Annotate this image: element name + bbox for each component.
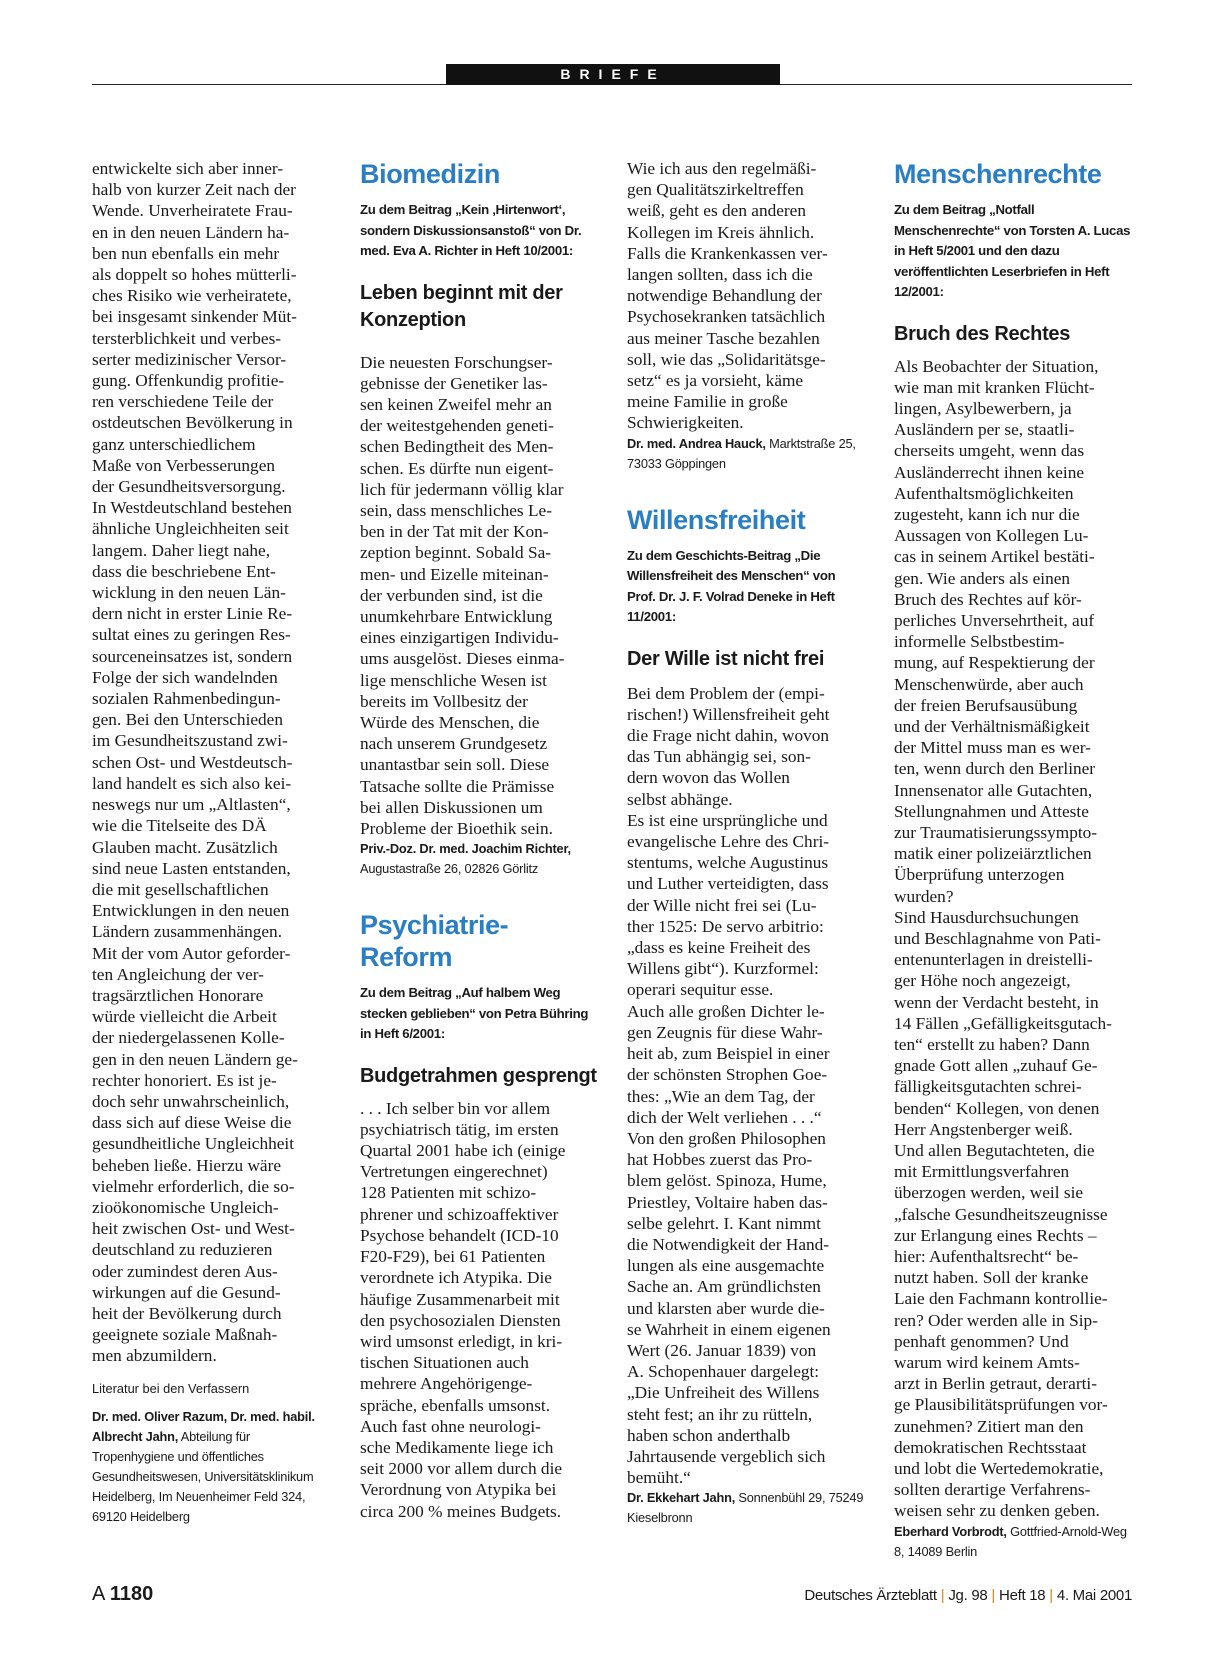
text-line: Verordnung von Atypika bei: [360, 1480, 557, 1500]
text-line: der Mittel muss man es wer-: [894, 738, 1091, 758]
column-1: [92, 158, 330, 1527]
text-line: oder zumindest deren Aus-: [92, 1261, 278, 1281]
col3-signature: [627, 1488, 865, 1528]
journal-issue: Heft 18: [999, 1587, 1046, 1604]
text-line: demokratischen Rechtsstaat: [894, 1437, 1087, 1457]
text-line: der niedergelassenen Kolle-: [92, 1028, 285, 1048]
text-line: Wert (26. Januar 1839) von: [627, 1340, 817, 1360]
text-line: wurden?: [894, 886, 954, 906]
text-line: perliches Unversehrtheit, auf: [894, 610, 1095, 630]
text-line: gung. Offenkundig profitie-: [92, 371, 285, 391]
text-line: setz“ es ja vorsieht, käme: [627, 371, 804, 391]
text-line: Jahrtausende vergeblich sich: [627, 1446, 826, 1466]
text-line: Psychose behandelt (ICD-10: [360, 1225, 559, 1245]
text-line: psychiatrisch tätig, im ersten: [360, 1119, 559, 1139]
text-line: sind neue Lasten entstanden,: [92, 858, 291, 878]
text-line: mehrere Angehörigenge-: [360, 1374, 533, 1394]
text-line: Auch fast ohne neurologi-: [360, 1416, 541, 1436]
text-line: häufige Zusammenarbeit mit: [360, 1289, 560, 1309]
text-line: 14 Fällen „Gefälligkeitsgutach-: [894, 1013, 1112, 1033]
text-line: Überprüfung unterzogen: [894, 865, 1065, 885]
text-line: ren verschiedene Teile der: [92, 392, 274, 412]
text-line: cas in seinem Artikel bestäti-: [894, 547, 1095, 567]
text-line: selbst abhänge.: [627, 789, 733, 809]
subhead-leben: Leben beginnt mit der Konzeption: [360, 281, 563, 331]
text-line: meine Familie in große: [627, 392, 788, 412]
text-line: land handelt es sich also kei-: [92, 773, 292, 793]
text-line: tersterblichkeit und verbes-: [92, 328, 282, 348]
text-line: Ländern zusammenhängen.: [92, 922, 283, 942]
text-line: sollten derartige Verfahrens-: [894, 1480, 1091, 1500]
section-header: BRIEFE: [446, 64, 780, 85]
text-line: Auch alle großen Dichter le-: [627, 1001, 825, 1021]
text-line: und Luther verteidigten, dass: [627, 874, 829, 894]
text-line: hier: Aufenthaltsrecht“ be-: [894, 1247, 1079, 1267]
text-line: gen Zeugnis für diese Wahr-: [627, 1022, 823, 1042]
text-line: lungen als eine ausgemachte: [627, 1256, 825, 1276]
col3-sign-address: Sonnenbühl 29, 75249 Kieselbronn: [627, 1490, 864, 1526]
text-line: Priestley, Voltaire haben das-: [627, 1192, 828, 1212]
subhead-budget: Budgetrahmen gesprengt: [360, 1064, 597, 1087]
text-line: Die neuesten Forschungser-: [360, 352, 553, 372]
text-line: informelle Selbstbestim-: [894, 632, 1065, 652]
text-line: sein, dass menschliches Le-: [360, 500, 552, 520]
col3-signature-0: [627, 434, 865, 474]
text-line: tischen Situationen auch: [360, 1353, 529, 1373]
text-line: matik einer polizeiärztlichen: [894, 844, 1092, 864]
text-line: bei allen Diskussionen um: [360, 797, 543, 817]
text-line: dass die beschriebene Ent-: [92, 561, 276, 581]
text-line: halb von kurzer Zeit nach der: [92, 180, 296, 200]
text-line: Ausländerrecht ihnen keine: [894, 462, 1085, 482]
text-line: „falsche Gesundheitszeugnisse: [894, 1204, 1108, 1224]
text-line: stentums, welche Augustinus: [627, 853, 829, 873]
text-line: Bruch des Rechtes auf kör-: [894, 589, 1082, 609]
literature-note: Literatur bei den Verfassern: [92, 1380, 250, 1396]
section-title-psychiatrie: Psychiatrie-Reform: [360, 910, 509, 973]
text-line: Wie ich aus den regelmäßi-: [627, 159, 817, 178]
text-line: Innensenator alle Gutachten,: [894, 780, 1093, 800]
text-line: als doppelt so hohes mütterli-: [92, 265, 297, 285]
text-line: thes: „Wie an dem Tag, der: [627, 1086, 815, 1106]
col1-sign-address: Abteilung für Tropenhygiene und öffentliches Gesundheitswesen, Universitätsklinikum Heidelberg, Im Neuenheimer Feld 324, 69120 Heidelberg: [92, 1428, 314, 1524]
text-line: heit zwischen Ost- und West-: [92, 1219, 295, 1239]
text-line: A. Schopenhauer dargelegt:: [627, 1362, 820, 1382]
col3-sign0-address: Marktstraße 25, 73033 Göppingen: [627, 435, 856, 471]
text-line: der Wille nicht frei sei (Lu-: [627, 895, 817, 915]
text-line: men- und Eizelle miteinan-: [360, 564, 549, 584]
text-line: Falls die Krankenkassen ver-: [627, 243, 828, 263]
text-line: geeignete soziale Maßnah-: [92, 1325, 278, 1345]
text-line: warum wird keinem Amts-: [894, 1353, 1080, 1373]
text-line: Glauben macht. Zusätzlich: [92, 837, 278, 857]
text-line: hat Hobbes zuerst das Pro-: [627, 1150, 813, 1170]
text-line: Laie den Fachmann kontrollie-: [894, 1289, 1108, 1309]
text-line: ten Angleichung der ver-: [92, 964, 264, 984]
journal-footer: Deutsches Ärzteblatt | Jg. 98 | Heft 18 | 4. Mai 2001: [804, 1587, 1132, 1604]
text-line: ge Plausibilitätsprüfungen vor-: [894, 1395, 1108, 1415]
text-line: ten, wenn durch den Berliner: [894, 759, 1096, 779]
text-line: wicklung in den neuen Län-: [92, 583, 286, 603]
text-line: langen sollten, dass ich die: [627, 265, 813, 285]
text-line: Quartal 2001 habe ich (einige: [360, 1141, 566, 1161]
subhead-bruch: Bruch des Rechtes: [894, 322, 1071, 345]
text-line: der Gesundheitsversorgung.: [92, 477, 286, 497]
text-line: Stellungnahmen und Atteste: [894, 801, 1089, 821]
text-line: Willens gibt“). Kurzformel:: [627, 959, 819, 979]
text-line: selbe gelehrt. I. Kant nimmt: [627, 1213, 821, 1233]
section-title-willensfreiheit: Willensfreiheit: [627, 504, 806, 535]
text-line: Herr Angstenberger weiß.: [894, 1119, 1073, 1139]
text-line: Bei dem Problem der (empi-: [627, 683, 825, 703]
text-line: schen Bedingtheit des Men-: [360, 437, 554, 457]
text-line: „Die Unfreiheit des Willens: [627, 1383, 820, 1403]
text-line: weisen sehr zu denken geben.: [894, 1501, 1100, 1521]
col3-body: [627, 683, 865, 1489]
text-line: „dass es keine Freiheit des: [627, 938, 811, 958]
text-line: dass sich auf diese Weise die: [92, 1113, 292, 1133]
col4-signature: [894, 1522, 1132, 1562]
text-line: nutzt haben. Soll der kranke: [894, 1268, 1089, 1288]
text-line: das Tun abhängig sei, son-: [627, 747, 811, 767]
text-line: Es ist eine ursprüngliche und: [627, 810, 828, 830]
text-line: gesundheitliche Ungleichheit: [92, 1134, 295, 1154]
text-line: gnade Gott allen „zuhauf Ge-: [894, 1056, 1098, 1076]
text-line: ums ausgelöst. Dieses einma-: [360, 649, 565, 669]
text-line: steht fest; an ihr zu rütteln,: [627, 1404, 813, 1424]
text-line: operari sequitur esse.: [627, 980, 774, 1000]
text-line: und der Verhältnismäßigkeit: [894, 716, 1090, 736]
text-line: F20-F29), bei 61 Patienten: [360, 1247, 546, 1267]
col3-sign0-name: Dr. med. Andrea Hauck,: [627, 435, 766, 451]
text-line: seit 2000 vor allem durch die: [360, 1459, 563, 1479]
text-line: und Beschlagnahme von Pati-: [894, 928, 1101, 948]
text-line: ten“ erstellt zu haben? Dann: [894, 1035, 1090, 1054]
text-line: der verbunden sind, ist die: [360, 585, 543, 605]
text-line: ben in der Tat mit der Kon-: [360, 522, 549, 542]
text-line: wie man mit kranken Flücht-: [894, 377, 1095, 397]
journal-name: Deutsches Ärzteblatt: [804, 1587, 937, 1604]
page-number: [92, 1583, 153, 1606]
text-line: evangelische Lehre des Chri-: [627, 832, 830, 852]
col3-sign-name: Dr. Ekkehart Jahn,: [627, 1490, 736, 1506]
text-line: fälligkeitsgutachten schrei-: [894, 1077, 1082, 1097]
text-line: Kollegen im Kreis ähnlich.: [627, 222, 815, 242]
text-line: Mit der vom Autor geforder-: [92, 943, 291, 963]
text-line: ähnliche Ungleichheiten seit: [92, 519, 289, 539]
text-line: sozialen Rahmenbedingun-: [92, 689, 281, 709]
intro-willensfreiheit: Zu dem Geschichts-Beitrag „Die Willensfreiheit des Menschen“ von Prof. Dr. J. F. Volrad Deneke in Heft 11/2001:: [627, 547, 836, 625]
text-line: arzt in Berlin getraut, derarti-: [894, 1374, 1097, 1394]
section-title-biomedizin: Biomedizin: [360, 159, 501, 189]
text-line: unantastbar sein soll. Diese: [360, 755, 550, 775]
text-line: dern wovon das Wollen: [627, 768, 790, 788]
text-line: blem gelöst. Spinoza, Hume,: [627, 1171, 827, 1191]
text-line: rischen!) Willensfreiheit geht: [627, 704, 830, 724]
text-line: gen in den neuen Ländern ge-: [92, 1049, 298, 1069]
text-line: In Westdeutschland bestehen: [92, 498, 292, 518]
text-line: doch sehr unwahrscheinlich,: [92, 1091, 290, 1111]
text-line: sen keinen Zweifel mehr an: [360, 394, 552, 414]
text-line: die Frage nicht dahin, wovon: [627, 726, 830, 746]
text-line: Tatsache sollte die Prämisse: [360, 776, 555, 796]
text-line: überzogen werden, weil sie: [894, 1183, 1084, 1203]
text-line: serter medizinischer Versor-: [92, 349, 287, 369]
text-line: entenunterlagen in dreistelli-: [894, 950, 1093, 970]
col2-signature-1: [360, 839, 598, 879]
text-line: Psychosekranken tatsächlich: [627, 307, 826, 327]
text-line: aus meiner Tasche bezahlen: [627, 328, 820, 348]
col3-body-0: [627, 158, 865, 434]
text-line: der schönsten Strophen Goe-: [627, 1065, 828, 1085]
text-line: langem. Daher liegt nahe,: [92, 540, 271, 560]
text-line: zur Erlangung eines Rechts –: [894, 1225, 1097, 1245]
text-line: ther 1525: De servo arbitrio:: [627, 916, 824, 936]
text-line: und klarsten aber wurde die-: [627, 1298, 825, 1318]
text-line: zeption beginnt. Sobald Sa-: [360, 543, 552, 563]
text-line: zur Traumatisierungssympto-: [894, 822, 1098, 842]
text-line: Ausländern per se, staatli-: [894, 420, 1075, 440]
col2-body-1: [360, 352, 598, 840]
text-line: wenn der Verdacht besteht, in: [894, 992, 1099, 1012]
text-line: sourceneinsatzes ist, sondern: [92, 646, 293, 666]
column-3: [627, 158, 865, 1528]
text-line: soll, wie das „Solidaritätsge-: [627, 349, 826, 369]
text-line: den psychosozialen Diensten: [360, 1310, 561, 1330]
text-line: lige menschliche Wesen ist: [360, 670, 547, 690]
text-line: schen Ost- und Westdeutsch-: [92, 752, 293, 772]
text-line: sultat eines zu geringen Res-: [92, 625, 291, 645]
text-line: vielmehr erforderlich, die so-: [92, 1176, 295, 1196]
text-line: Entwicklungen in den neuen: [92, 901, 290, 921]
text-line: bemüht.“: [627, 1468, 691, 1488]
text-line: en in den neuen Ländern ha-: [92, 222, 290, 242]
text-line: dich der Welt verliehen . . .“: [627, 1107, 822, 1127]
text-line: lingen, Asylbewerbern, ja: [894, 398, 1072, 418]
text-line: Aufenthaltsmöglichkeiten: [894, 483, 1074, 503]
text-line: Würde des Menschen, die: [360, 712, 540, 732]
text-line: weiß, geht es den anderen: [627, 201, 806, 221]
text-line: Sind Hausdurchsuchungen: [894, 907, 1079, 927]
text-line: Probleme der Bioethik sein.: [360, 818, 553, 838]
text-line: men abzumildern.: [92, 1346, 217, 1366]
text-line: haben schon anderthalb: [627, 1425, 791, 1445]
text-line: penhaft genommen? Und: [894, 1331, 1069, 1351]
text-line: phrener und schizoaffektiver: [360, 1204, 559, 1224]
col4-sign-address: Gottfried-Arnold-Weg 8, 14089 Berlin: [894, 1523, 1127, 1559]
text-line: wird umsonst erledigt, in kri-: [360, 1331, 563, 1351]
text-line: heit ab, zum Beispiel in einer: [627, 1044, 830, 1064]
text-line: se Wahrheit in einem eigenen: [627, 1319, 831, 1339]
text-line: zugesteht, kann ich nur die: [894, 504, 1080, 524]
text-line: der freien Berufsausübung: [894, 695, 1078, 715]
col1-sign-name: Dr. med. Oliver Razum, Dr. med. habil. Albrecht Jahn,: [92, 1408, 315, 1444]
text-line: ben nun ebenfalls ein mehr: [92, 243, 280, 263]
column-2: [360, 158, 598, 1522]
intro-menschenrechte: Zu dem Beitrag „Notfall Menschenrechte“ von Torsten A. Lucas in Heft 5/2001 und den dazu veröffentlichten Leserbriefen in Heft 12/2001:: [894, 202, 1131, 299]
text-line: schen. Es dürfte nun eigent-: [360, 458, 554, 478]
text-line: dern nicht in erster Linie Re-: [92, 604, 293, 624]
text-line: Als Beobachter der Situation,: [894, 356, 1099, 376]
text-line: tragsärztlichen Honorare: [92, 985, 264, 1005]
text-line: ches Risiko wie verheiratete,: [92, 286, 292, 306]
intro-psychiatrie: Zu dem Beitrag „Auf halbem Weg stecken geblieben“ von Petra Bühring in Heft 6/2001:: [360, 985, 589, 1042]
text-line: entwickelte sich aber inner-: [92, 159, 284, 178]
col2-body-2: [360, 1098, 598, 1522]
text-line: cherseits umgeht, wenn das: [894, 441, 1085, 461]
text-line: rechter honoriert. Es ist je-: [92, 1070, 277, 1090]
text-line: Wende. Unverheiratete Frau-: [92, 201, 293, 221]
text-line: gebnisse der Genetiker las-: [360, 373, 548, 393]
text-line: mit Ermittlungsverfahren: [894, 1162, 1070, 1182]
text-line: heit der Bevölkerung durch: [92, 1303, 282, 1323]
col1-body: [92, 158, 330, 1367]
text-line: gen. Wie anders als einen: [894, 568, 1071, 588]
text-line: beheben ließe. Hierzu wäre: [92, 1155, 282, 1175]
col2-sign1-address: Augustastraße 26, 02826 Görlitz: [360, 861, 539, 877]
subhead-wille: Der Wille ist nicht frei: [627, 647, 825, 670]
text-line: verordnete ich Atypika. Die: [360, 1268, 552, 1288]
text-line: gen. Bei den Unterschieden: [92, 710, 283, 730]
text-line: wie die Titelseite des DÄ: [92, 816, 267, 836]
text-line: lich für jedermann völlig klar: [360, 479, 564, 499]
text-line: Schwierigkeiten.: [627, 413, 744, 433]
text-line: ren? Oder werden alle in Sip-: [894, 1310, 1098, 1330]
text-line: ger Höhe noch angezeigt,: [894, 971, 1071, 991]
text-line: unumkehrbare Entwicklung: [360, 606, 553, 626]
text-line: mung, auf Respektierung der: [894, 653, 1095, 673]
text-line: Von den großen Philosophen: [627, 1128, 826, 1148]
journal-date: 4. Mai 2001: [1056, 1587, 1132, 1604]
text-line: gen Qualitätszirkeltreffen: [627, 180, 804, 200]
text-line: sche Medikamente liege ich: [360, 1437, 554, 1457]
text-line: eines einzigartigen Individu-: [360, 628, 559, 648]
intro-biomedizin: Zu dem Beitrag „Kein ‚Hirtenwort‘, sondern Diskussionsanstoß“ von Dr. med. Eva A. Richter in Heft 10/2001:: [360, 202, 582, 258]
text-line: Vertretungen eingerechnet): [360, 1162, 548, 1182]
text-line: Aussagen von Kollegen Lu-: [894, 526, 1089, 546]
col1-signature: [92, 1407, 330, 1527]
text-line: Maße von Verbesserungen: [92, 455, 276, 475]
text-line: circa 200 % meines Budgets.: [360, 1501, 562, 1521]
text-line: ostdeutschen Bevölkerung in: [92, 413, 293, 433]
text-line: Und allen Begutachteten, die: [894, 1141, 1095, 1161]
text-line: Menschenwürde, aber auch: [894, 674, 1084, 694]
page-prefix: A: [92, 1583, 105, 1605]
text-line: die Notwendigkeit der Hand-: [627, 1234, 830, 1254]
text-line: . . . Ich selber bin vor allem: [360, 1098, 551, 1118]
text-line: im Gesundheitszustand zwi-: [92, 731, 288, 751]
text-line: nach unserem Grundgesetz: [360, 734, 548, 754]
text-line: Sache an. Am gründlichsten: [627, 1277, 821, 1297]
text-line: ganz unterschiedlichem: [92, 434, 256, 454]
text-line: der weitestgehenden geneti-: [360, 416, 554, 436]
text-line: notwendige Behandlung der: [627, 286, 822, 306]
text-line: würde vielleicht die Arbeit: [92, 1007, 277, 1027]
section-title-menschenrechte: Menschenrechte: [894, 159, 1102, 189]
text-line: benden“ Kollegen, von denen: [894, 1098, 1100, 1118]
page-number-value: 1180: [109, 1583, 154, 1605]
text-line: bereits im Vollbesitz der: [360, 691, 528, 711]
col4-sign-name: Eberhard Vorbrodt,: [894, 1523, 1007, 1539]
text-line: und lobt die Wertedemokratie,: [894, 1459, 1104, 1479]
text-line: zunehmen? Zitiert man den: [894, 1416, 1084, 1436]
text-line: zioökonomische Ungleich-: [92, 1197, 279, 1217]
journal-volume: Jg. 98: [948, 1587, 988, 1604]
text-line: neswegs nur um „Altlasten“,: [92, 795, 291, 815]
text-line: spräche, ebenfalls umsonst.: [360, 1395, 551, 1415]
col4-body: [894, 356, 1132, 1522]
text-line: 128 Patienten mit schizo-: [360, 1183, 537, 1203]
text-line: die mit gesellschaftlichen: [92, 879, 269, 899]
text-line: deutschland zu reduzieren: [92, 1240, 273, 1260]
column-4: [894, 158, 1132, 1562]
text-line: Folge der sich wandelnden: [92, 667, 278, 687]
text-line: wirkungen auf die Gesund-: [92, 1282, 281, 1302]
col2-sign1-name: Priv.-Doz. Dr. med. Joachim Richter,: [360, 841, 571, 857]
text-line: bei insgesamt sinkender Müt-: [92, 307, 297, 327]
